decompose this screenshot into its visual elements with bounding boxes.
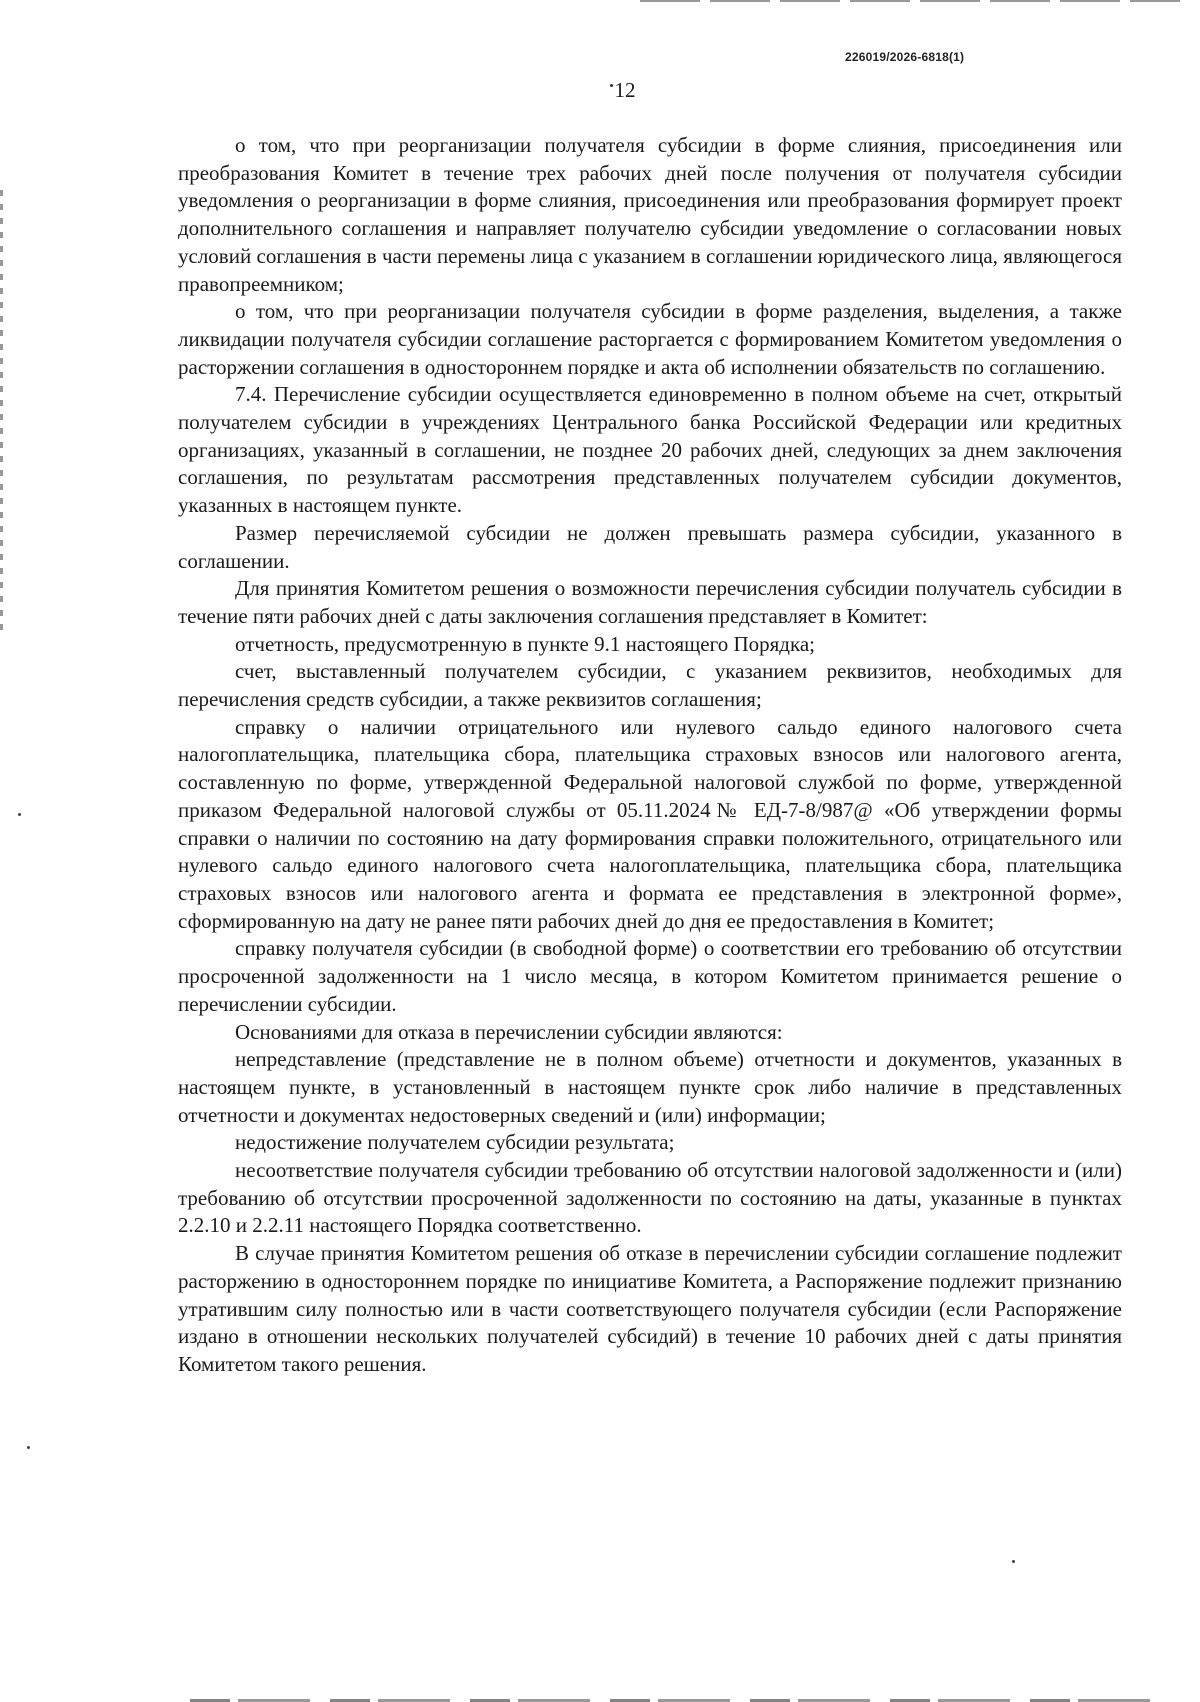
registration-number: 226019/2026-6818(1) bbox=[845, 50, 965, 64]
page-number: 12 bbox=[614, 78, 636, 102]
scan-edge-left bbox=[0, 190, 3, 630]
paragraph: о том, что при реорганизации получателя субсидии в форме слияния, присоединения или преобразования Комитет в течение трех рабочих дней после получения от получателя субсидии уведомления о реорганизации в форме слияния, присоединения или преобразования формирует проект дополнительного соглашения и направляет получателю субсидии уведомление о согласовании новых условий соглашения в части перемены лица с указанием в соглашении юридического лица, являющегося правопреемником; bbox=[178, 133, 1122, 296]
paragraph: 7.4. Перечисление субсидии осуществляется единовременно в полном объеме на счет, открытый получателем субсидии в учреждениях Центрального банка Российской Федерации или кредитных организациях, указанный в соглашении, не позднее 20 рабочих дней, следующих за днем заключения соглашения, по результатам рассмотрения представленных получателем субсидии документов, указанных в настоящем пункте. bbox=[178, 382, 1122, 518]
paragraph: справку о наличии отрицательного или нулевого сальдо единого налогового счета налогоплательщика, плательщика сбора, плательщика страховых взносов или налогового агента, составленную по форме, утвержденной Федеральной налоговой службой по форме, утвержденной приказом Федеральной налоговой службы от 05.11.2024№ ЕД-7-8/987@ «Об утверждении формы справки о наличии по состоянию на дату формирования справки положительного, отрицательного или нулевого сальдо единого налогового счета налогоплательщика, плательщика сбора, плательщика страховых взносов или налогового агента и формата ее представления в электронной форме», сформированную на дату не ранее пяти рабочих дней до дня ее предоставления в Комитет; bbox=[178, 714, 1122, 933]
scan-speck bbox=[18, 813, 21, 816]
paragraph: В случае принятия Комитетом решения об отказе в перечислении субсидии соглашение подлежит расторжению в одностороннем порядке по инициативе Комитета, а Распоряжение подлежит признанию утратившим силу полностью или в части соответствующего получателя субсидии (если Распоряжение издано в отношении нескольких получателей субсидий) в течение 10 рабочих дней с даты принятия Комитетом такого решения. bbox=[178, 1241, 1122, 1376]
paragraph: недостижение получателем субсидии результата; bbox=[235, 1130, 675, 1155]
paragraph: счет, выставленный получателем субсидии, с указанием реквизитов, необходимых для перечисления средств субсидии, а также реквизитов соглашения; bbox=[178, 659, 1122, 712]
scan-speck bbox=[27, 1446, 30, 1449]
paragraph: непредставление (представление не в полном объеме) отчетности и документов, указанных в настоящем пункте, в установленный в настоящем пункте срок либо наличие в представленных отчетности и документах недостоверных сведений и (или) информации; bbox=[178, 1047, 1122, 1127]
paragraph: о том, что при реорганизации получателя субсидии в форме разделения, выделения, а также ликвидации получателя субсидии соглашение расторгается с формированием Комитетом уведомления о расторжении соглашения в одностороннем порядке и акта об исполнении обязательств по соглашению. bbox=[178, 299, 1122, 379]
scan-speck bbox=[1012, 1560, 1015, 1563]
paragraph: отчетность, предусмотренную в пункте 9.1 настоящего Порядка; bbox=[235, 631, 816, 656]
paragraph: Основаниями для отказа в перечислении субсидии являются: bbox=[235, 1019, 783, 1044]
paragraph: справку получателя субсидии (в свободной форме) о соответствии его требованию об отсутствии просроченной задолженности на 1 число месяца, в котором Комитетом принимается решение о перечислении субсидии. bbox=[178, 936, 1122, 1016]
paragraph: Для принятия Комитетом решения о возможности перечисления субсидии получатель субсидии в течение пяти рабочих дней с даты заключения соглашения представляет в Комитет: bbox=[178, 576, 1122, 628]
paragraph: Размер перечисляемой субсидии не должен превышать размера субсидии, указанного в соглашении. bbox=[178, 520, 1122, 573]
paragraph: несоответствие получателя субсидии требованию об отсутствии налоговой задолженности и (или) требованию об отсутствии просроченной задолженности по состоянию на даты, указанные в пунктах 2.2.10 и 2.2.11 настоящего Порядка соответственно. bbox=[178, 1158, 1122, 1238]
document-body bbox=[178, 132, 1122, 1379]
scan-edge-top bbox=[640, 0, 1180, 2]
